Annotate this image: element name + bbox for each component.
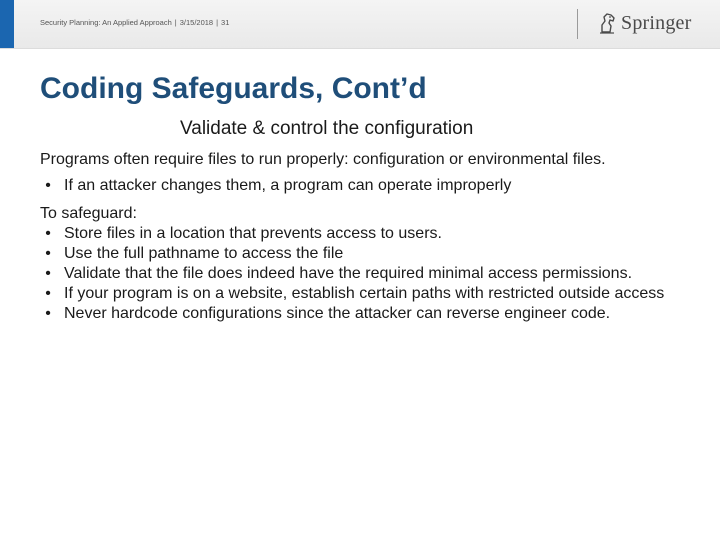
bullet-text: If your program is on a website, establish certain paths with restricted outside access: [64, 285, 665, 302]
meta-separator: |: [216, 18, 219, 27]
slide-body: [40, 150, 705, 324]
bullet-icon: •: [45, 265, 51, 282]
slide-title: Coding Safeguards, Cont’d: [40, 72, 427, 105]
safeguard-heading: To safeguard:: [40, 205, 137, 222]
header-divider: [577, 9, 578, 39]
bullet-text: Validate that the file does indeed have the required minimal access permissions.: [64, 265, 633, 282]
spacer: [40, 196, 705, 204]
bullet-text: If an attacker changes them, a program can operate improperly: [64, 177, 512, 194]
list-item: [40, 304, 705, 324]
bullet-text: Store files in a location that prevents access to users.: [64, 225, 442, 242]
intro-paragraph: Programs often require files to run properly: configuration or environmental files.: [40, 151, 606, 168]
slide-header: [0, 0, 720, 49]
springer-horse-icon: [598, 12, 618, 34]
springer-wordmark: Springer: [621, 11, 692, 34]
bullet-icon: •: [45, 245, 51, 262]
slide-date: 3/15/2018: [179, 18, 214, 27]
list-item: [40, 244, 705, 264]
bullet-icon: •: [45, 305, 51, 322]
slide-subtitle: Validate & control the configuration: [180, 118, 474, 139]
bullet-text: Never hardcode configurations since the attacker can reverse engineer code.: [64, 305, 611, 322]
list-item: [40, 284, 705, 304]
bullet-icon: •: [45, 225, 51, 242]
bullet-icon: •: [45, 177, 51, 194]
list-item: [40, 264, 705, 284]
meta-separator: |: [174, 18, 177, 27]
springer-logo: [598, 10, 691, 36]
bullet-text: Use the full pathname to access the file: [64, 245, 344, 262]
bullet-icon: •: [45, 285, 51, 302]
course-name: Security Planning: An Applied Approach: [40, 18, 172, 27]
header-accent-bar: [0, 0, 14, 48]
page-number: 31: [221, 18, 230, 27]
list-item: [40, 224, 705, 244]
list-item: [40, 176, 705, 196]
intro-bullet-list: [40, 176, 705, 196]
safeguard-bullet-list: [40, 224, 705, 324]
header-meta: [40, 18, 229, 27]
